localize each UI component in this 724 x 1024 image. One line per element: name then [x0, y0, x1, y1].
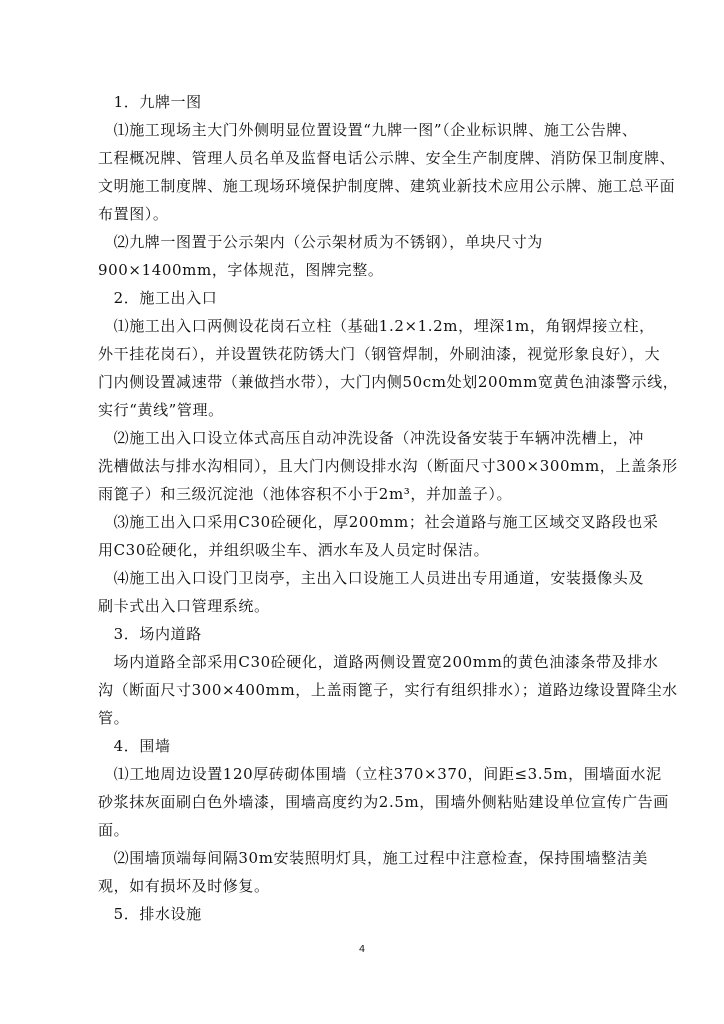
paragraph-line: 观，如有损坏及时修复。	[98, 877, 270, 895]
paragraph-line: ⑴施工现场主大门外侧明显位置设置“九牌一图”（企业标识牌、施工公告牌、	[98, 121, 638, 139]
paragraph-line: ⑶施工出入口采用C30砼硬化，厚200mm；社会道路与施工区域交叉路段也采	[98, 513, 659, 531]
heading-2: 2．施工出入口	[98, 289, 218, 307]
paragraph-line: 布置图）。	[98, 205, 169, 223]
paragraph-line: ⑴施工出入口两侧设花岗石立柱（基础1.2×1.2m，埋深1m，角钢焊接立柱，	[98, 317, 655, 335]
page-number: 4	[358, 944, 366, 955]
paragraph-line: 900×1400mm，字体规范，图牌完整。	[98, 261, 384, 279]
paragraph-line: ⑵施工出入口设立体式高压自动冲洗设备（冲洗设备安装于车辆冲洗槽上，冲	[98, 429, 645, 447]
paragraph-line: 雨篦子）和三级沉淀池（池体容积不小于2m³，并加盖子）。	[98, 485, 513, 503]
paragraph-line: 用C30砼硬化，并组织吸尘车、洒水车及人员定时保洁。	[98, 541, 490, 559]
paragraph-line: ⑷施工出入口设门卫岗亭，主出入口设施工人员进出专用通道，安装摄像头及	[98, 569, 645, 587]
paragraph-line: 刷卡式出入口管理系统。	[98, 597, 270, 615]
heading-5: 5．排水设施	[98, 905, 202, 923]
heading-4: 4．围墙	[98, 737, 171, 755]
paragraph-line: 沟（断面尺寸300×400mm，上盖雨篦子，实行有组织排水）；道路边缘设置降尘水	[98, 681, 678, 699]
paragraph-line: 外干挂花岗石），并设置铁花防锈大门（钢管焊制，外刷油漆，视觉形象良好），大	[98, 345, 661, 363]
heading-3: 3．场内道路	[98, 625, 202, 643]
paragraph-line: 工程概况牌、管理人员名单及监督电话公示牌、安全生产制度牌、消防保卫制度牌、	[98, 149, 676, 167]
paragraph-line: 场内道路全部采用C30砼硬化，道路两侧设置宽200mm的黄色油漆条带及排水	[98, 653, 659, 671]
paragraph-line: 面。	[98, 821, 130, 839]
paragraph-line: ⑵围墙顶端每间隔30m安装照明灯具，施工过程中注意检查，保持围墙整洁美	[98, 849, 648, 867]
paragraph-line: 实行“黄线”管理。	[98, 401, 224, 419]
paragraph-line: ⑵九牌一图置于公示架内（公示架材质为不锈钢），单块尺寸为	[98, 233, 543, 251]
paragraph-line: 门内侧设置减速带（兼做挡水带），大门内侧50cm处划200mm宽黄色油漆警示线，	[98, 373, 679, 391]
paragraph-line: ⑴工地周边设置120厚砖砌体围墙（立柱370×370，间距≤3.5m，围墙面水泥	[98, 765, 662, 783]
paragraph-line: 砂浆抹灰面刷白色外墙漆，围墙高度约为2.5m，围墙外侧粘贴建设单位宣传广告画	[98, 793, 669, 811]
document-body	[98, 88, 679, 928]
paragraph-line: 洗槽做法与排水沟相同），且大门内侧设排水沟（断面尺寸300×300mm，上盖条形	[98, 457, 678, 475]
paragraph-line: 文明施工制度牌、施工现场环境保护制度牌、建筑业新技术应用公示牌、施工总平面	[98, 177, 676, 195]
heading-1: 1．九牌一图	[98, 93, 202, 111]
paragraph-line: 管。	[98, 709, 130, 727]
